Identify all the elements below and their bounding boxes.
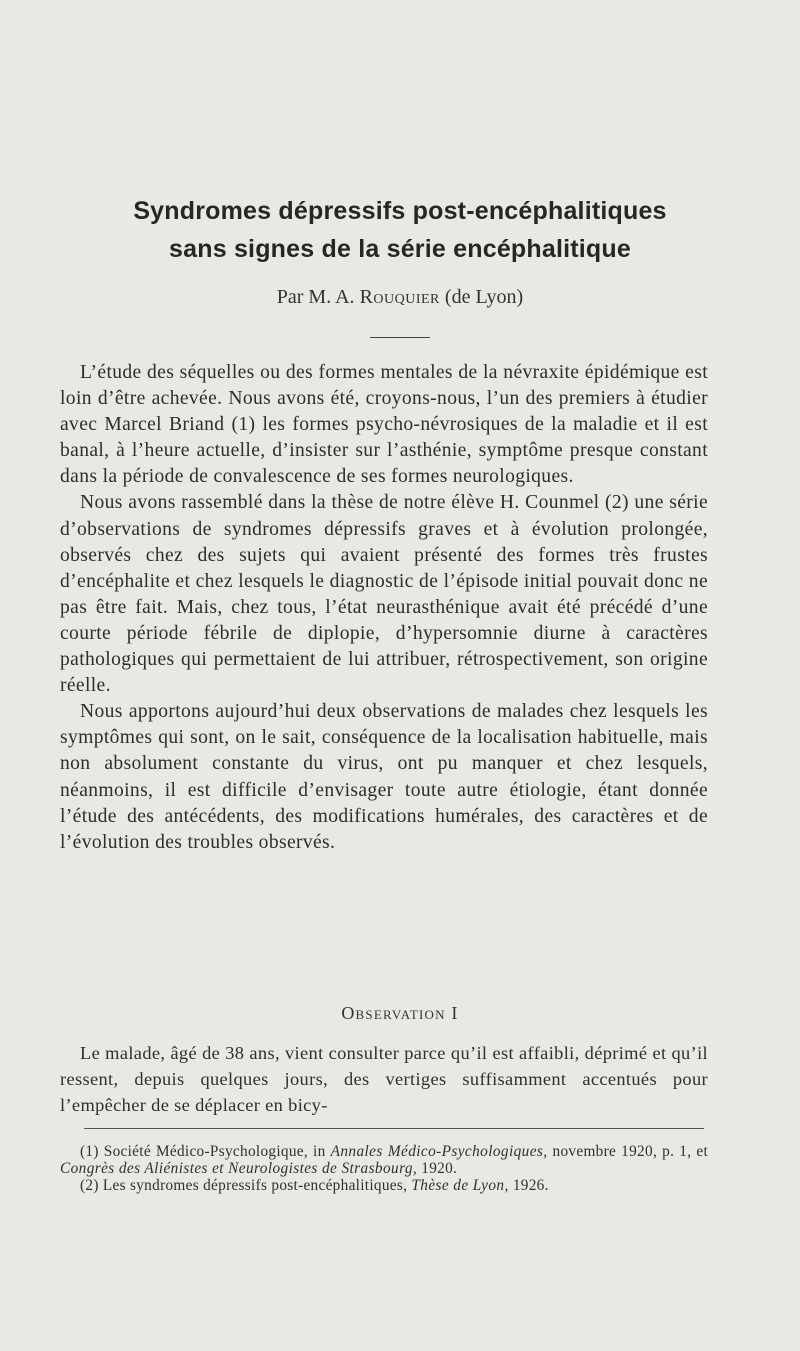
observation-paragraph: Le malade, âgé de 38 ans, vient consulter parce qu’il est affaibli, déprimé et qu’il ressent, depuis quelques jours, des vertiges suffisamment accentués pour l’empêcher de se déplacer en bicy- (60, 1043, 708, 1115)
footnote-1-year: 1920. (421, 1160, 458, 1177)
article-body (60, 360, 708, 856)
body-paragraph: Nous apportons aujourd’hui deux observations de malades chez lesquels les symptômes qui sont, on le sait, conséquence de la localisation habituelle, mais non absolument constante du virus, ont pu manquer et chez lesquels, néanmoins, il est difficile d’envisager toute autre étiologie, étant donnée l’étude des antécédents, des modifications humérales, des caractères et de l’évolution des troubles observés. (60, 701, 708, 853)
footnote-separator-rule (84, 1128, 704, 1129)
observation-body (60, 1040, 708, 1118)
footnote-2-text: (2) Les syndromes dépressifs post-encéphalitiques, (80, 1177, 408, 1194)
author-name: Rouquier (359, 286, 440, 308)
footnote-2 (60, 1177, 708, 1194)
footnote-1 (60, 1143, 708, 1177)
observation-heading: Observation I (341, 1003, 459, 1023)
body-paragraph: L’étude des séquelles ou des formes mentales de la névraxite épidémique est loin d’être achevée. Nous avons été, croyons-nous, l’un des premiers à étudier avec Marcel Briand (1) les formes psycho-névrosiques de la maladie et il est banal, à l’heure actuelle, d’insister sur l’asthénie, symptôme presque constant dans la période de convalescence de ses formes neurologiques. (60, 362, 708, 488)
footnote-2-year: 1926. (512, 1177, 549, 1194)
article-title-line-2: sans signes de la série encéphalitique (169, 235, 631, 263)
footnote-2-source: Thèse de Lyon, (411, 1177, 509, 1194)
footnote-1-journal: Annales Médico-Psychologiques, (330, 1143, 548, 1160)
title-separator-rule (370, 337, 430, 338)
footnote-1-prefix: (1) Société Médico-Psychologique, in (80, 1143, 326, 1160)
footnote-1-mid: novembre 1920, p. 1, et (552, 1143, 709, 1160)
article-title-line-1: Syndromes dépressifs post-encéphalitiques (133, 197, 667, 225)
footnote-1-congress: Congrès des Aliénistes et Neurologistes de Strasbourg, (60, 1160, 418, 1177)
body-paragraph: Nous avons rassemblé dans la thèse de notre élève H. Counmel (2) une série d’observations de syndromes dépressifs graves et à évolution prolongée, observés chez des sujets qui avaient présenté des formes très frustes d’encéphalite et chez lesquels le diagnostic de l’épisode initial pouvait donc ne pas être fait. Mais, chez tous, l’état neurasthénique avait été précédé d’une courte période fébrile de diplopie, d’hypersomnie diurne à caractères pathologiques qui permettaient de lui attribuer, rétrospectivement, son origine réelle. (60, 492, 708, 697)
byline-prefix: Par M. A. (276, 286, 355, 308)
author-location: (de Lyon) (444, 286, 524, 308)
footnotes (60, 1143, 708, 1194)
author-byline (60, 286, 740, 309)
